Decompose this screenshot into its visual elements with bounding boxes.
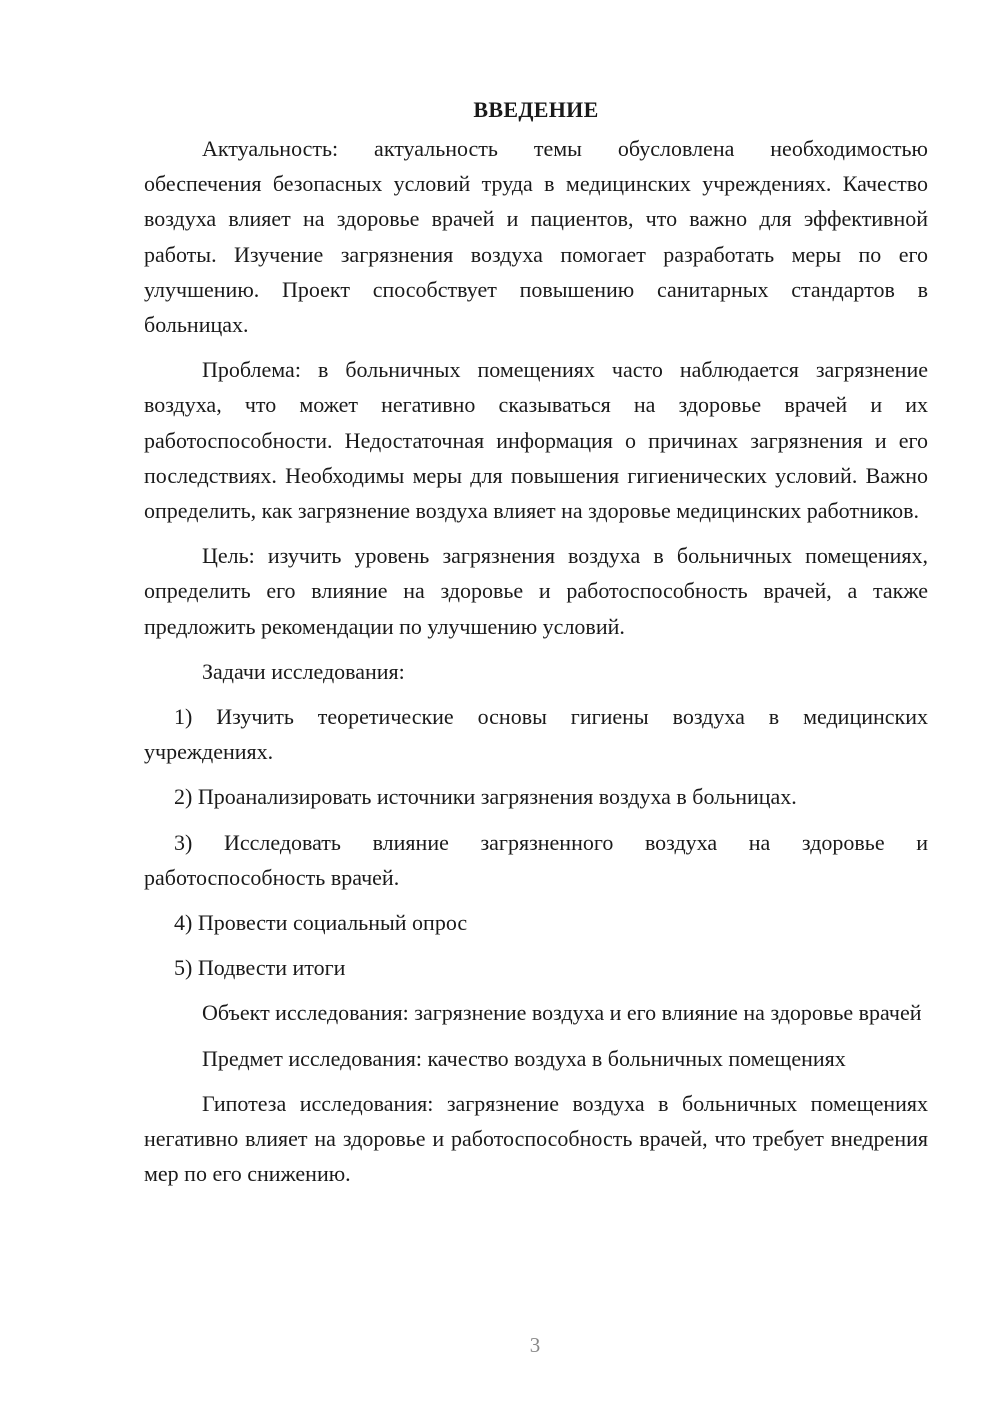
problem-paragraph: Проблема: в больничных помещениях часто наблюдается загрязнение воздуха, что может негативно сказываться на здоровье врачей и их работоспособности. Недостаточная информация о причинах загрязнения и его последствиях. Необходимы меры для повышения гигиенических условий. Важно определить, как загрязнение воздуха влияет на здоровье медицинских работников. <box>144 357 928 524</box>
relevance-paragraph: Актуальность: актуальность темы обусловлена необходимостью обеспечения безопасных условий труда в медицинских учреждениях. Качество воздуха влияет на здоровье врачей и пациентов, что важно для эффективной работы. Изучение загрязнения воздуха помогает разработать меры по его улучшению. Проект способствует повышению санитарных стандартов в больницах. <box>144 136 928 338</box>
object-paragraph: Объект исследования: загрязнение воздуха и его влияние на здоровье врачей <box>202 1000 922 1026</box>
document-page <box>144 92 928 1201</box>
task-item-4: 4) Провести социальный опрос <box>174 910 468 936</box>
page-heading: ВВЕДЕНИЕ <box>473 97 599 122</box>
task-item-2: 2) Проанализировать источники загрязнения воздуха в больницах. <box>174 784 797 810</box>
hypothesis-paragraph: Гипотеза исследования: загрязнение воздуха в больничных помещениях негативно влияет на здоровье и работоспособность врачей, что требует внедрения мер по его снижению. <box>144 1090 928 1187</box>
page-number: 3 <box>529 1333 541 1357</box>
goal-paragraph: Цель: изучить уровень загрязнения воздуха в больничных помещениях, определить его влияние на здоровье и работоспособность врачей, а также предложить рекомендации по улучшению условий. <box>144 543 928 639</box>
subject-paragraph: Предмет исследования: качество воздуха в больничных помещениях <box>202 1045 846 1071</box>
task-item-3: 3) Исследовать влияние загрязненного воздуха на здоровье и работоспособность врачей. <box>144 829 928 890</box>
task-item-5: 5) Подвести итоги <box>174 955 346 981</box>
tasks-heading: Задачи исследования: <box>202 658 405 684</box>
task-item-1: 1) Изучить теоретические основы гигиены воздуха в медицинских учреждениях. <box>144 704 928 765</box>
